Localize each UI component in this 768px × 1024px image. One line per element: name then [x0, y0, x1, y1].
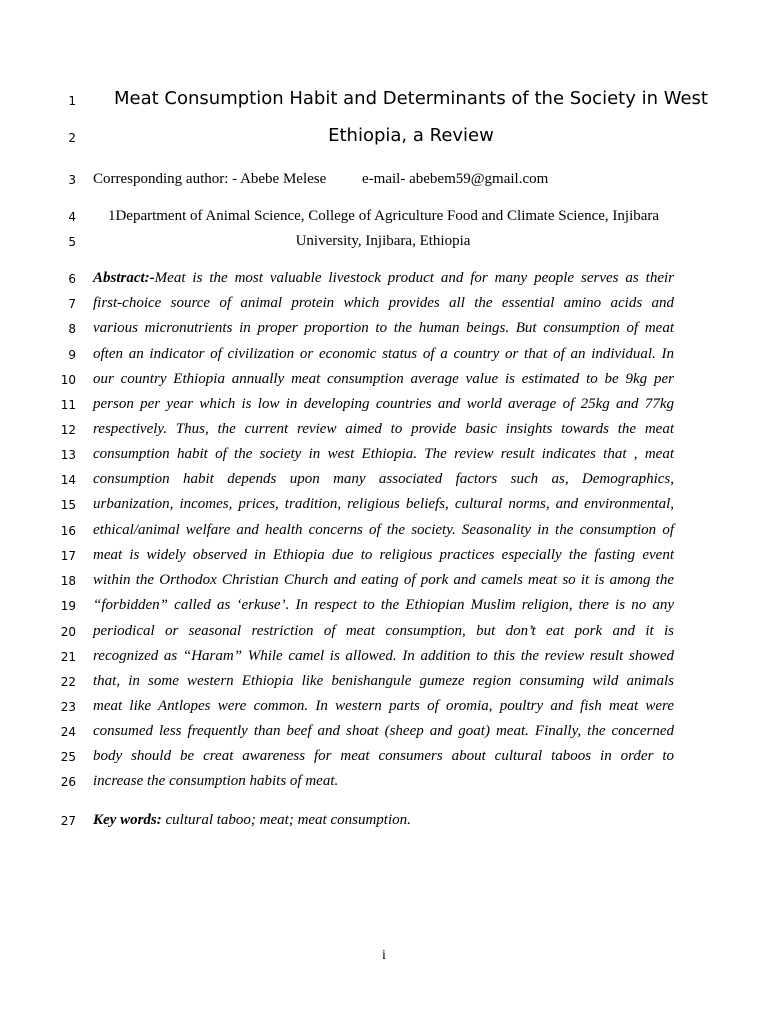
page-number: i	[382, 948, 386, 963]
line-number: 8	[68, 322, 76, 336]
affiliation-line-2: University, Injibara, Ethiopia	[295, 233, 471, 249]
paper-title-line-1: Meat Consumption Habit and Determinants of the Society in West	[114, 88, 708, 109]
abstract-line: consumption habit depends upon many associated factors such as, Demographics,	[93, 471, 674, 487]
line-number: 17	[60, 549, 76, 563]
line-number: 24	[60, 725, 76, 739]
abstract-line: first-choice source of animal protein which provides all the essential amino acids and	[93, 295, 674, 311]
abstract-line-last: increase the consumption habits of meat.	[93, 773, 339, 789]
line-number: 2	[68, 131, 76, 145]
abstract-line: recognized as “Haram” While camel is allowed. In addition to this the review result showed	[93, 648, 674, 664]
line-number: 20	[60, 625, 76, 639]
abstract-line: that, in some western Ethiopia like benishangule gumeze region consuming wild animals	[93, 673, 674, 689]
abstract-line: within the Orthodox Christian Church and eating of pork and camels meat so it is among the	[93, 572, 674, 588]
line-number: 27	[60, 814, 76, 828]
abstract-line: our country Ethiopia annually meat consumption average value is estimated to be 9kg per	[93, 371, 674, 387]
line-number: 22	[60, 675, 76, 689]
keywords-text: cultural taboo; meat; meat consumption.	[161, 812, 411, 828]
abstract-line: often an indicator of civilization or economic status of a country or that of an individual. In	[93, 346, 674, 362]
line-number: 12	[60, 423, 76, 437]
line-number: 10	[60, 373, 76, 387]
line-number: 25	[60, 750, 76, 764]
abstract-line: various micronutrients in proper proportion to the human beings. But consumption of meat	[93, 320, 674, 336]
line-number: 16	[60, 524, 76, 538]
abstract-label: Abstract:-	[93, 270, 155, 286]
line-number: 13	[60, 448, 76, 462]
paper-title-line-2: Ethiopia, a Review	[328, 125, 494, 146]
abstract-line: body should be creat awareness for meat consumers about cultural taboos in order to	[93, 748, 674, 764]
line-number: 4	[68, 210, 76, 224]
line-number: 14	[60, 473, 76, 487]
author-line	[93, 170, 693, 188]
line-number: 6	[68, 272, 76, 286]
line-number: 7	[68, 297, 76, 311]
line-number: 23	[60, 700, 76, 714]
corresponding-author: Corresponding author: - Abebe Melese	[93, 171, 327, 187]
abstract-line: meat is widely observed in Ethiopia due to religious practices especially the fasting event	[93, 547, 674, 563]
abstract-line: urbanization, incomes, prices, tradition, religious beliefs, cultural norms, and environmental,	[93, 496, 674, 512]
abstract-line: consumed less frequently than beef and shoat (sheep and goat) meat. Finally, the concerned	[93, 723, 674, 739]
keywords-line	[93, 811, 674, 829]
line-number: 15	[60, 498, 76, 512]
affiliation-line-1: 1Department of Animal Science, College of Agriculture Food and Climate Science, Injibara	[107, 208, 660, 224]
line-number: 21	[60, 650, 76, 664]
keywords-label: Key words:	[93, 812, 162, 828]
abstract-text: Meat is the most valuable livestock product and for many people serves as their	[154, 270, 674, 286]
line-number: 9	[68, 348, 76, 362]
line-number: 26	[60, 775, 76, 789]
abstract-line: “forbidden” called as ‘erkuse’. In respect to the Ethiopian Muslim religion, there is no any	[93, 597, 674, 613]
abstract-line: ethical/animal welfare and health concerns of the society. Seasonality in the consumption of	[93, 522, 674, 538]
abstract-line: periodical or seasonal restriction of meat consumption, but don’t eat pork and it is	[93, 623, 674, 639]
abstract-line: respectively. Thus, the current review aimed to provide basic insights towards the meat	[93, 421, 674, 437]
line-number: 5	[68, 235, 76, 249]
author-email: e-mail- abebem59@gmail.com	[362, 171, 549, 187]
abstract-line: person per year which is low in developing countries and world average of 25kg and 77kg	[93, 396, 674, 412]
abstract-line: meat like Antlopes were common. In western parts of oromia, poultry and fish meat were	[93, 698, 674, 714]
line-number: 11	[60, 398, 76, 412]
line-number: 1	[68, 94, 76, 108]
line-number: 3	[68, 173, 76, 187]
line-number: 19	[60, 599, 76, 613]
line-number: 18	[60, 574, 76, 588]
abstract-line: consumption habit of the society in west Ethiopia. The review result indicates that , meat	[93, 446, 674, 462]
abstract-line	[93, 269, 674, 287]
